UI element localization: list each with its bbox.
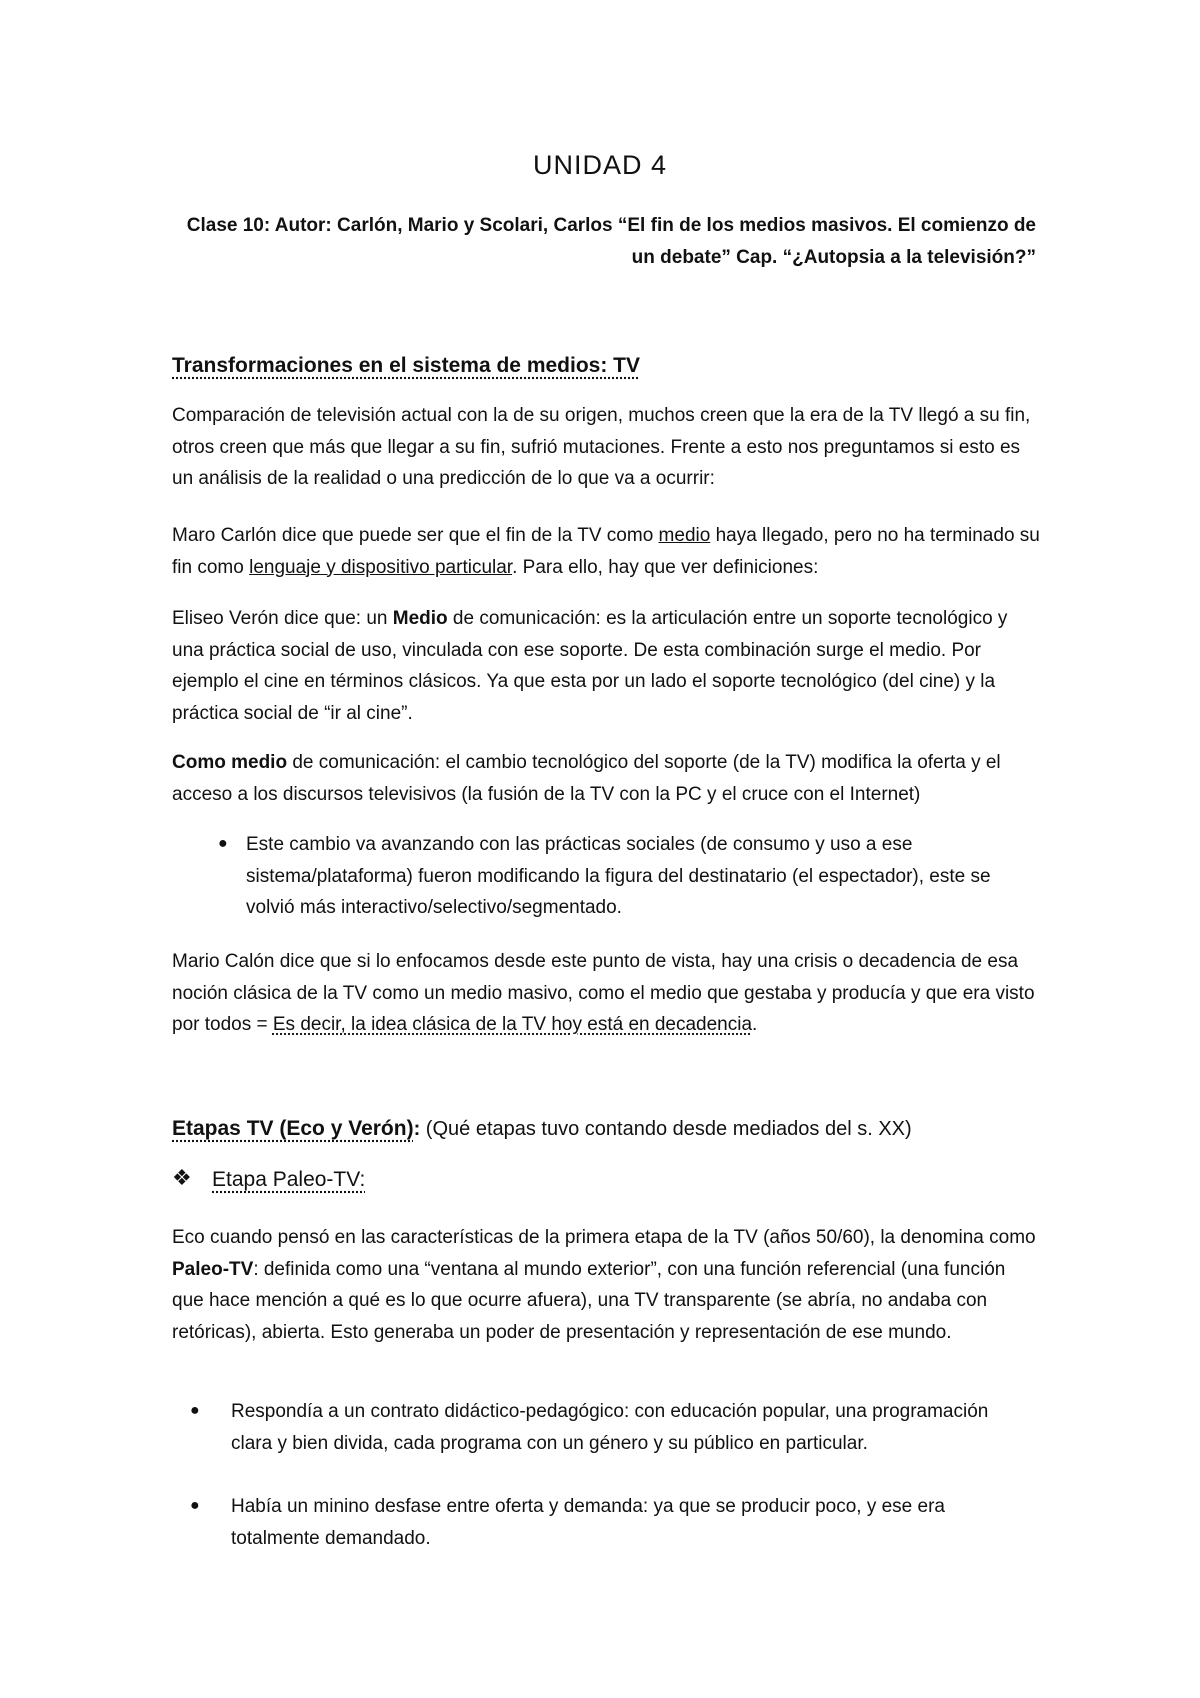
bullet-icon: ● — [190, 1497, 200, 1514]
bold-term-paleo-tv: Paleo-TV — [172, 1258, 254, 1280]
text-run: Eliseo Verón dice que: un — [172, 608, 393, 629]
paragraph-carlon — [172, 520, 1042, 583]
class-reference — [170, 210, 1036, 274]
class-reference-line-2: un debate” Cap. “¿Autopsia a la televisión?” — [631, 247, 1036, 268]
bullet-item-desfase: Había un minino desfase entre oferta y demanda: ya que se producir poco, y ese era totalmente demandado. — [231, 1496, 945, 1549]
text-run: Mario Calón dice que si lo enfocamos desde este punto de vista, hay una crisis o decadencia de esa noción clásica de la TV como un medio masivo, como el medio que gestaba y producía y que era visto por todos = — [172, 951, 1035, 1035]
text-run: Maro Carlón dice que puede ser que el fin de la TV como — [172, 525, 659, 546]
section-heading-etapas: Etapas TV (Eco y Verón) — [172, 1117, 414, 1140]
text-run: : definida como una “ventana al mundo exterior”, con una función referencial (una función que hace mención a qué es lo que ocurre afuera), una TV transparente (se abría, no andaba con retóricas), abierta. Esto generaba un poder de presentación y representación de ese mundo. — [172, 1258, 1006, 1343]
text-run: de comunicación: el cambio tecnológico del soporte (de la TV) modifica la oferta y el acceso a los discursos televisivos (la fusión de la TV con la PC y el cruce con el Internet) — [172, 752, 1001, 805]
bullet-icon: ● — [190, 1402, 200, 1419]
text-run: Eco cuando pensó en las características de la primera etapa de la TV (años 50/60), la denomina como — [172, 1227, 1036, 1248]
bold-term-medio: Medio — [392, 608, 448, 629]
text-run: de comunicación: es la articulación entre un soporte tecnológico y una práctica social de uso, vinculada con ese soporte. De esta combinación surge el medio. Por ejemplo el cine en términos clásicos. Ya que esta por un lado el soporte tecnológico (del cine) y la práctica social de “ir al cine”. — [172, 608, 1008, 724]
page-title: UNIDAD 4 — [532, 150, 668, 180]
class-reference-line-1: Clase 10: Autor: Carlón, Mario y Scolari, Carlos “El fin de los medios masivos. El comienzo de — [186, 215, 1036, 236]
paragraph-comparacion: Comparación de televisión actual con la de su origen, muchos creen que la era de la TV llegó a su fin, otros creen que más que llegar a su fin, sufrió mutaciones. Frente a esto nos preguntamos si esto es un análisis de la realidad o una predicción de lo que va a ocurrir: — [172, 405, 1031, 489]
underlined-term-lenguaje: lenguaje y dispositivo particular — [249, 556, 513, 578]
bullet-item-contrato: Respondía a un contrato didáctico-pedagógico: con educación popular, una programación clara y bien divida, cada programa con un género y su público en particular. — [231, 1401, 989, 1454]
text-run: . Para ello, hay que ver definiciones: — [512, 556, 819, 578]
underlined-conclusion: Es decir, la idea clásica de la TV hoy está en decadencia — [272, 1014, 753, 1035]
bullet-item-cambio: Este cambio va avanzando con las prácticas sociales (de consumo y uso a ese sistema/plataforma) fueron modificando la figura del destinatario (el espectador), este se volvió más interactivo/selectivo/segmentado. — [246, 834, 991, 918]
heading-colon: : — [413, 1118, 421, 1140]
paragraph-como-medio — [172, 747, 1042, 810]
section-subtitle: (Qué etapas tuvo contando desde mediados del s. XX) — [420, 1118, 912, 1140]
bold-term-como-medio: Como medio — [172, 752, 288, 773]
diamond-bullet-icon: ❖ — [172, 1165, 192, 1190]
paragraph-eco — [172, 1222, 1042, 1348]
bullet-icon: ● — [218, 835, 228, 852]
paragraph-veron — [172, 603, 1042, 729]
underlined-term-medio: medio — [658, 525, 711, 546]
paragraph-calon — [172, 946, 1042, 1041]
section-heading-transformaciones: Transformaciones en el sistema de medios: TV — [172, 354, 640, 377]
text-run: . — [752, 1014, 758, 1035]
section-heading-etapas-line — [172, 1113, 1042, 1146]
text-run: haya llegado, pero no ha terminado su fin como — [172, 525, 1040, 578]
subheading-paleo-tv: Etapa Paleo-TV: — [212, 1168, 366, 1191]
